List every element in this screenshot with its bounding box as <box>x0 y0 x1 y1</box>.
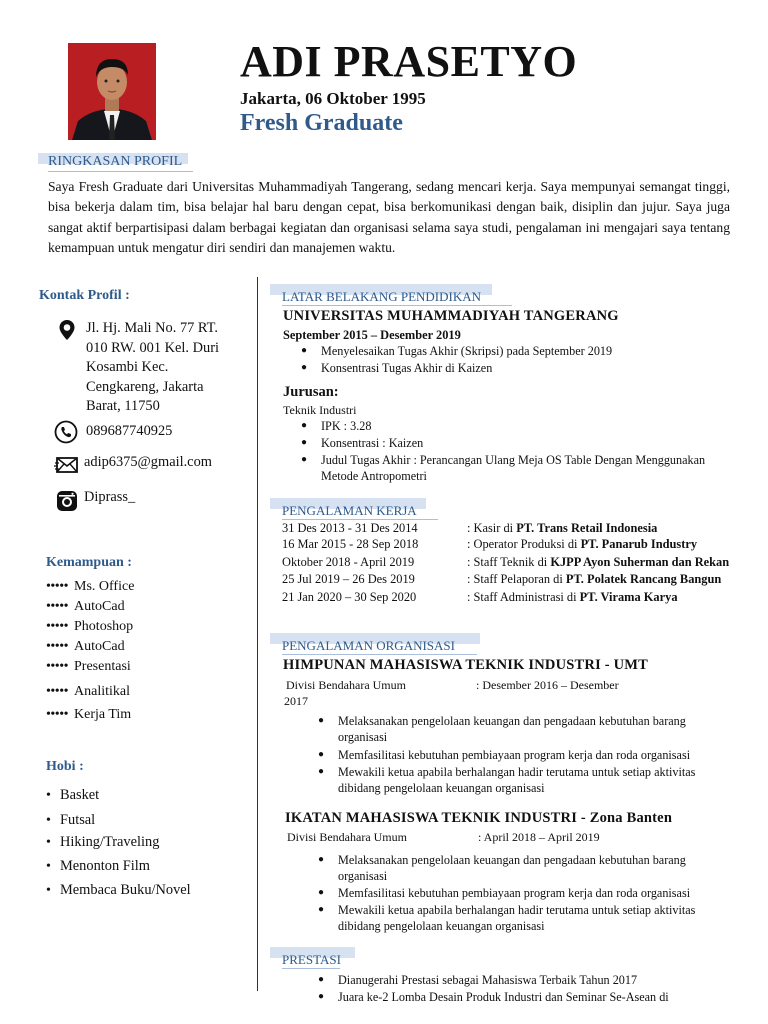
work-role-text: : Staff Pelaporan di <box>467 572 566 586</box>
list-item-continuation: organisasi <box>338 730 388 744</box>
list-item-text: Mewakili ketua apabila berhalangan hadir terutama untuk setiap aktivitas <box>338 903 696 917</box>
list-item: ● Mewakili ketua apabila berhalangan hadir terutama untuk setiap aktivitas <box>318 765 696 779</box>
organization-period-continued: 2017 <box>284 694 308 708</box>
list-item: ● Dianugerahi Prestasi sebagai Mahasiswa Terbaik Tahun 2017 <box>318 973 638 987</box>
hobby-item: • Menonton Film <box>46 858 150 874</box>
list-item: ● Juara ke-2 Lomba Desain Produk Industri dan Seminar Se-Asean di <box>318 990 669 1004</box>
address-line: Jl. Hj. Mali No. 77 RT. <box>86 320 218 336</box>
education-period: September 2015 – Desember 2019 <box>283 328 461 342</box>
work-company: PT. Polatek Rancang Bangun <box>565 572 722 586</box>
list-item-continuation: dibidang pengelolaan keuangan organisasi <box>338 919 545 933</box>
organization-period: : April 2018 – April 2019 <box>478 830 600 844</box>
list-item: ● Konsentrasi Tugas Akhir di Kaizen <box>301 361 493 375</box>
contact-email: adip6375@gmail.com <box>84 454 212 470</box>
work-date: 31 Des 2013 - 31 Des 2014 <box>282 521 418 535</box>
hobby-label: Basket <box>60 787 100 803</box>
hobby-item: • Hiking/Traveling <box>46 834 160 850</box>
role-title: Fresh Graduate <box>240 110 403 136</box>
list-item-text: Juara ke-2 Lomba Desain Produk Industri dan Seminar Se-Asean di <box>338 990 669 1004</box>
email-icon <box>54 453 78 477</box>
work-date: 25 Jul 2019 – 26 Des 2019 <box>282 572 415 586</box>
organization-period: : Desember 2016 – Desember <box>476 678 619 692</box>
organization-division: Divisi Bendahara Umum <box>286 678 406 692</box>
hobby-label: Futsal <box>60 812 96 828</box>
list-item-text: Judul Tugas Akhir : Perancangan Ulang Meja OS Table Dengan Menggunakan <box>321 453 706 467</box>
work-role <box>467 555 729 570</box>
section-underline <box>282 305 512 306</box>
work-role-text: : Operator Produksi di <box>467 537 581 551</box>
organization-division: Divisi Bendahara Umum <box>287 830 407 844</box>
skill-label: Kerja Tim <box>74 707 132 722</box>
skill-label: AutoCad <box>74 599 125 614</box>
profile-photo <box>68 43 156 140</box>
work-company: PT. Trans Retail Indonesia <box>516 521 658 535</box>
list-item: ● Memfasilitasi kebutuhan pembiayaan program kerja dan roda organisasi <box>318 748 691 762</box>
list-item: ● Memfasilitasi kebutuhan pembiayaan program kerja dan roda organisasi <box>318 886 691 900</box>
skill-level-dots: ••••• <box>46 579 69 594</box>
section-underline <box>282 519 438 520</box>
list-item: ● Menyelesaikan Tugas Akhir (Skripsi) pada September 2019 <box>301 344 613 358</box>
skill-label: Analitikal <box>74 684 131 699</box>
list-item: ● Konsentrasi : Kaizen <box>301 436 424 450</box>
address-line: Barat, 11750 <box>86 398 160 415</box>
major-name: Teknik Industri <box>283 403 357 417</box>
list-item-text: Melaksanakan pengelolaan keuangan dan pengadaan kebutuhan barang <box>338 853 686 867</box>
contact-heading: Kontak Profil : <box>39 288 130 303</box>
list-item-continuation: dibidang pengelolaan keuangan organisasi <box>338 781 545 795</box>
organization-heading: PENGALAMAN ORGANISASI <box>282 638 455 653</box>
location-icon <box>55 318 79 342</box>
list-item: ● Melaksanakan pengelolaan keuangan dan pengadaan kebutuhan barang <box>318 853 686 867</box>
section-underline <box>48 171 193 172</box>
skill-level-dots: ••••• <box>46 659 69 674</box>
skills-heading: Kemampuan : <box>46 555 132 570</box>
skill-label: Photoshop <box>74 619 134 634</box>
skill-label: Presentasi <box>74 659 131 674</box>
list-item-text: Memfasilitasi kebutuhan pembiayaan program kerja dan roda organisasi <box>338 748 691 762</box>
address-line: 010 RW. 001 Kel. Duri <box>86 339 219 356</box>
work-company: PT. Virama Karya <box>579 590 678 604</box>
work-company: KJPP Ayon Suherman dan Rekan <box>550 555 730 569</box>
list-item: ● Judul Tugas Akhir : Perancangan Ulang Meja OS Table Dengan Menggunakan <box>301 453 706 467</box>
list-item: ● Mewakili ketua apabila berhalangan hadir terutama untuk setiap aktivitas <box>318 903 696 917</box>
work-date: 16 Mar 2015 - 28 Sep 2018 <box>282 537 419 551</box>
achievements-heading: PRESTASI <box>282 952 341 967</box>
skill-item <box>46 659 131 675</box>
work-role <box>467 521 657 536</box>
list-item-continuation: organisasi <box>338 869 388 883</box>
list-item-text: Menyelesaikan Tugas Akhir (Skripsi) pada September 2019 <box>321 344 613 358</box>
list-item-text: Konsentrasi Tugas Akhir di Kaizen <box>321 361 493 375</box>
skill-level-dots: ••••• <box>46 599 69 614</box>
section-underline <box>282 654 477 655</box>
contact-phone: 089687740925 <box>86 423 173 439</box>
work-date: 21 Jan 2020 – 30 Sep 2020 <box>282 590 417 604</box>
work-company: PT. Panarub Industry <box>580 537 698 551</box>
organization-name: HIMPUNAN MAHASISWA TEKNIK INDUSTRI - UMT <box>283 657 649 673</box>
work-date: Oktober 2018 - April 2019 <box>282 555 415 569</box>
skill-level-dots: ••••• <box>46 639 69 654</box>
hobby-item: • Futsal <box>46 812 96 828</box>
work-role <box>467 572 721 587</box>
list-item-text: Mewakili ketua apabila berhalangan hadir terutama untuk setiap aktivitas <box>338 765 696 779</box>
birth-info: Jakarta, 06 Oktober 1995 <box>240 89 426 108</box>
list-item-text: Memfasilitasi kebutuhan pembiayaan program kerja dan roda organisasi <box>338 886 691 900</box>
list-item-text: Melaksanakan pengelolaan keuangan dan pengadaan kebutuhan barang <box>338 714 686 728</box>
phone-icon <box>54 420 78 444</box>
skill-item <box>46 579 134 595</box>
section-underline <box>282 968 340 969</box>
contact-instagram: Diprass_ <box>84 489 136 505</box>
skill-level-dots: ••••• <box>46 619 69 634</box>
skill-label: AutoCad <box>74 639 125 654</box>
skill-item <box>46 599 125 615</box>
skill-item <box>46 619 133 635</box>
hobby-item: • Basket <box>46 787 100 803</box>
person-name: ADI PRASETYO <box>240 37 578 86</box>
instagram-icon <box>55 489 79 513</box>
hobby-item: • Membaca Buku/Novel <box>46 882 191 898</box>
contact-address <box>86 319 219 417</box>
major-label: Jurusan: <box>283 384 339 400</box>
hobby-label: Menonton Film <box>60 858 150 874</box>
list-item-text: Dianugerahi Prestasi sebagai Mahasiswa Terbaik Tahun 2017 <box>338 973 638 987</box>
organization-name: IKATAN MAHASISWA TEKNIK INDUSTRI - Zona Banten <box>285 810 673 826</box>
skill-label: Ms. Office <box>74 579 135 594</box>
summary-text: Saya Fresh Graduate dari Universitas Muhammadiyah Tangerang, sedang mencari kerja. Saya mempunyai semangat tinggi, bisa bekerja dalam tim, bisa belajar hal baru dengan cepat, bisa berkomunikasi dengan baik, disiplin dan jujur. Saya juga sangat aktif berpartisipasi dalam berbagai kegiatan dan organisasi selama saya studi, pengalaman ini mengajari saya tentang kemampuan untuk mengatur diri sendiri dan manajemen waktu. <box>48 179 730 256</box>
university-name: UNIVERSITAS MUHAMMADIYAH TANGERANG <box>283 308 619 324</box>
skill-level-dots: ••••• <box>46 684 69 699</box>
list-item: ● IPK : 3.28 <box>301 419 372 433</box>
skill-item <box>46 639 125 655</box>
list-item-continuation: Metode Antropometri <box>321 469 427 483</box>
list-item: ● Melaksanakan pengelolaan keuangan dan pengadaan kebutuhan barang <box>318 714 686 728</box>
work-heading: PENGALAMAN KERJA <box>282 503 417 518</box>
work-role <box>467 590 678 605</box>
column-divider <box>257 277 258 991</box>
education-heading: LATAR BELAKANG PENDIDIKAN <box>282 289 481 304</box>
list-item-text: IPK : 3.28 <box>321 419 372 433</box>
work-role-text: : Staff Administrasi di <box>467 590 580 604</box>
hobby-label: Membaca Buku/Novel <box>60 882 191 898</box>
hobby-label: Hiking/Traveling <box>60 834 160 850</box>
hobbies-heading: Hobi : <box>46 759 84 774</box>
work-role-text: : Staff Teknik di <box>467 555 551 569</box>
work-role-text: : Kasir di <box>467 521 517 535</box>
work-role <box>467 537 697 552</box>
skill-item <box>46 707 131 723</box>
address-line: Cengkareng, Jakarta <box>86 378 204 395</box>
list-item-text: Konsentrasi : Kaizen <box>321 436 424 450</box>
skill-level-dots: ••••• <box>46 707 69 722</box>
address-line: Kosambi Kec. <box>86 359 169 376</box>
skill-item <box>46 684 130 700</box>
summary-heading: RINGKASAN PROFIL <box>48 154 183 169</box>
